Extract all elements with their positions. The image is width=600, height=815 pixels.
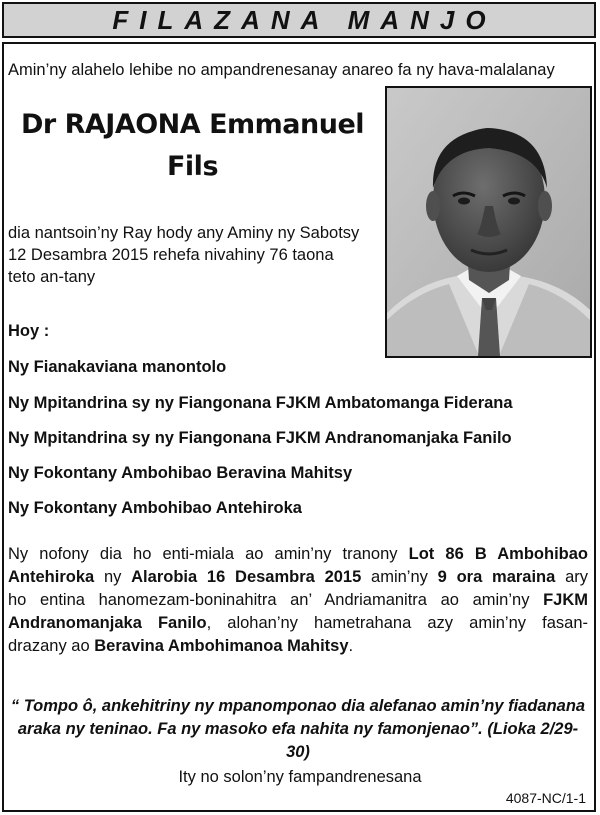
quote-line: araka ny teninao. Fa ny masoko efa nahita ny famonjenao”. (Lioka 2/29-30) [17,720,579,761]
funeral-text: Ny nofony dia ho enti-miala ao amin’ny tranony [8,545,409,563]
reference-code: 4087-NC/1-1 [505,790,586,806]
funeral-church: FJKM [543,591,588,609]
death-notice [8,222,382,288]
funeral-church-name: Andranomanjaka Fanilo [8,614,207,632]
mourner-item: Ny Fianakaviana manontolo [8,358,227,376]
funeral-line [8,543,588,566]
portrait-illustration [387,88,590,356]
funeral-line [8,589,588,612]
portrait-photo [385,86,592,358]
header-title: FILAZANA MANJO [112,4,497,35]
funeral-text: amin’ny [361,568,438,586]
bible-quote [8,695,588,764]
funeral-address-area: Antehiroka [8,568,95,586]
funeral-line [8,635,588,658]
funeral-text: drazany ao [8,637,95,655]
funeral-address: Lot 86 B Ambohibao [408,545,588,563]
funeral-text: , alohan’ny hametrahana azy amin’ny fasan- [206,614,588,632]
mourner-item: Ny Mpitandrina sy ny Fiangonana FJKM Andranomanjaka Fanilo [8,429,512,447]
mourner-item: Ny Mpitandrina sy ny Fiangonana FJKM Ambatomanga Fiderana [8,394,513,412]
deceased-name-line2: Fils [166,151,219,182]
deceased-name [0,104,385,188]
quote-line: “ Tompo ô, ankehitriny ny mpanomponao dia alefanao amin’ny fiadanana [10,697,586,715]
funeral-details [8,543,588,658]
death-notice-line: 12 Desambra 2015 rehefa nivahiny 76 taona [8,246,334,264]
funeral-burial-place: Beravina Ambohimanoa Mahitsy [94,637,349,655]
mourners-label: Hoy : [8,322,50,340]
funeral-text: ary [555,568,588,586]
intro-text: Amin’ny alahelo lehibe no ampandrenesanay anareo fa ny hava-malalanay [8,61,555,79]
mourner-item: Ny Fokontany Ambohibao Antehiroka [8,499,302,517]
mourner-item: Ny Fokontany Ambohibao Beravina Mahitsy [8,464,353,482]
funeral-line [8,612,588,635]
funeral-text: . [348,637,354,655]
funeral-date: Alarobia 16 Desambra 2015 [131,568,362,586]
notice-header [2,2,596,38]
funeral-text: ny [94,568,132,586]
closing-text: Ity no solon’ny fampandrenesana [178,768,422,786]
funeral-time: 9 ora maraina [437,568,556,586]
funeral-text: ho entina hanomezam-boninahitra an’ Andriamanitra ao amin’ny [8,591,544,609]
funeral-line [8,566,588,589]
death-notice-line: teto an-tany [8,268,96,286]
death-notice-line: dia nantsoin’ny Ray hody any Aminy ny Sabotsy [8,224,360,242]
deceased-name-line1: Dr RAJAONA Emmanuel [20,109,365,140]
